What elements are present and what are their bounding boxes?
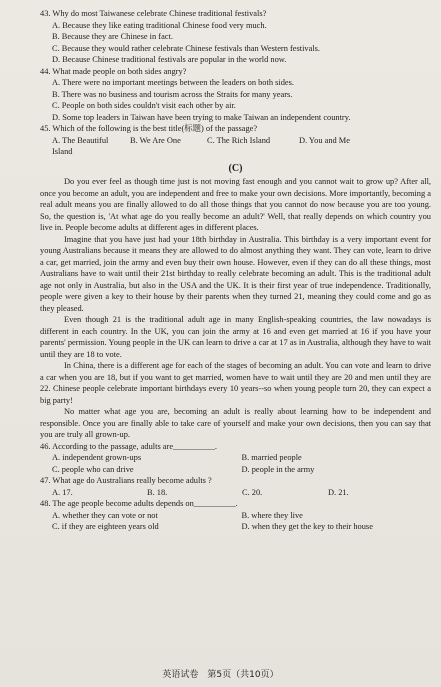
question-43-option-a: A. Because they like eating traditional Chinese food very much. xyxy=(52,20,267,30)
question-47-option-a: A. 17. xyxy=(52,487,73,497)
question-44-option-a: A. There were no important meetings between the leaders on both sides. xyxy=(52,78,294,87)
question-45-option-c: C. The Rich Island xyxy=(207,135,271,145)
passage-paragraph: Do you ever feel as though time just is not moving fast enough and you cannot wait to grow up? After all, once you become an adult, you are independent and free to make your own decisions. More importantly, becoming a real adult means you are finally allowed to do all those things that you cannot do now because you are too young. So, the question is, 'At what age do you really become an adult?' Well, that really depends on which country you live in. People become adults at different ages in different places. xyxy=(40,177,431,232)
question-44-option-b: B. There was no business and tourism across the Straits for many years. xyxy=(52,89,293,99)
question-44-option-d: D. Some top leaders in Taiwan have been trying to make Taiwan an independent country. xyxy=(52,112,351,122)
question-43-option-c: C. Because they would rather celebrate Chinese festivals than Western festivals. xyxy=(52,43,321,53)
section-title: (C) xyxy=(228,162,243,174)
question-48-option-b: B. where they live xyxy=(241,510,303,520)
question-47-stem: 47. What age do Australians really become adults ? xyxy=(40,476,212,485)
question-47-option-c: C. 20. xyxy=(242,487,263,497)
question-43-stem: 43. Why do most Taiwanese celebrate Chinese traditional festivals? xyxy=(40,9,267,18)
page-footer: 英语试卷 第5页（共10页） xyxy=(162,669,279,680)
question-46-option-a: A. independent grown-ups xyxy=(52,453,142,462)
question-48-row-1 xyxy=(52,510,431,522)
question-44-option-c: C. People on both sides couldn't visit each other by air. xyxy=(52,101,236,110)
question-45-stem: 45. Which of the following is the best title(标题) of the passage? xyxy=(40,124,258,133)
question-48-stem: 48. The age people become adults depends on__________. xyxy=(40,499,238,508)
question-46-option-d: D. people in the army xyxy=(241,464,315,474)
question-43-option-d: D. Because Chinese traditional festivals are popular in the world now. xyxy=(52,55,287,64)
question-46-row-2 xyxy=(52,464,431,476)
question-47-option-b: B. 18. xyxy=(147,487,168,497)
question-45-options xyxy=(52,135,431,158)
question-43-option-b: B. Because they are Chinese in fact. xyxy=(52,32,173,41)
question-46-stem: 46. According to the passage, adults are__________. xyxy=(40,441,217,451)
question-48-option-c: C. if they are eighteen years old xyxy=(52,522,159,531)
question-48-row-2 xyxy=(52,521,431,533)
question-48-option-d: D. when they get the key to their house xyxy=(241,522,373,531)
question-45-option-d: D. You and Me xyxy=(299,135,350,145)
question-47-options xyxy=(52,487,431,499)
question-45-option-b: B. We Are One xyxy=(130,135,181,145)
question-47-option-d: D. 21. xyxy=(328,487,349,497)
passage-paragraph: In China, there is a different age for each of the stages of becoming an adult. You can vote and learn to drive a car when you are 18, but if you want to get married, women have to wait until they are 20 and men until they are 22. Chinese people celebrate important birthdays every 10 years--so when young people turn 20, they can expect a big party! xyxy=(40,361,431,405)
passage-paragraph: Imagine that you have just had your 18th birthday in Australia. This birthday is a very important event for young Australians because it means they are allowed to do almost anything they want. They can vote, learn to drive a car, get married, join the army and even buy their own house. However, even if they can do all these things, most Australians have to wait until their 21st birthday to really celebrate becoming an adult. This is the traditional adult age not only in Australia, but also in the USA and the UK. It is their first year of true independence. Traditionally, people were given a key to their house by their parents when they turned 21, meaning they could come and go as they pleased. xyxy=(40,234,431,313)
passage-paragraph: Even though 21 is the traditional adult age in many English-speaking countries, the law nowadays is different in each country. In the UK, you can join the army at 16 and even get married at 16 if you have your parents' permission. Young people in the UK can learn to drive a car at 17 as in Australia, although they have to wait until they are 18 to vote. xyxy=(40,315,431,359)
passage-paragraph: No matter what age you are, becoming an adult is really about learning how to be independent and responsible. Once you are finally able to take care of yourself and make your own decisions, then you can say that you are truly all grown-up. xyxy=(40,407,431,439)
question-46-option-b: B. married people xyxy=(241,453,302,462)
question-45-option-a: A. The Beautiful Island xyxy=(52,135,109,156)
question-46-row-1 xyxy=(52,452,431,464)
question-48-option-a: A. whether they can vote or not xyxy=(52,510,158,520)
question-46-option-c: C. people who can drive xyxy=(52,464,134,474)
question-44-stem: 44. What made people on both sides angry? xyxy=(40,66,187,76)
